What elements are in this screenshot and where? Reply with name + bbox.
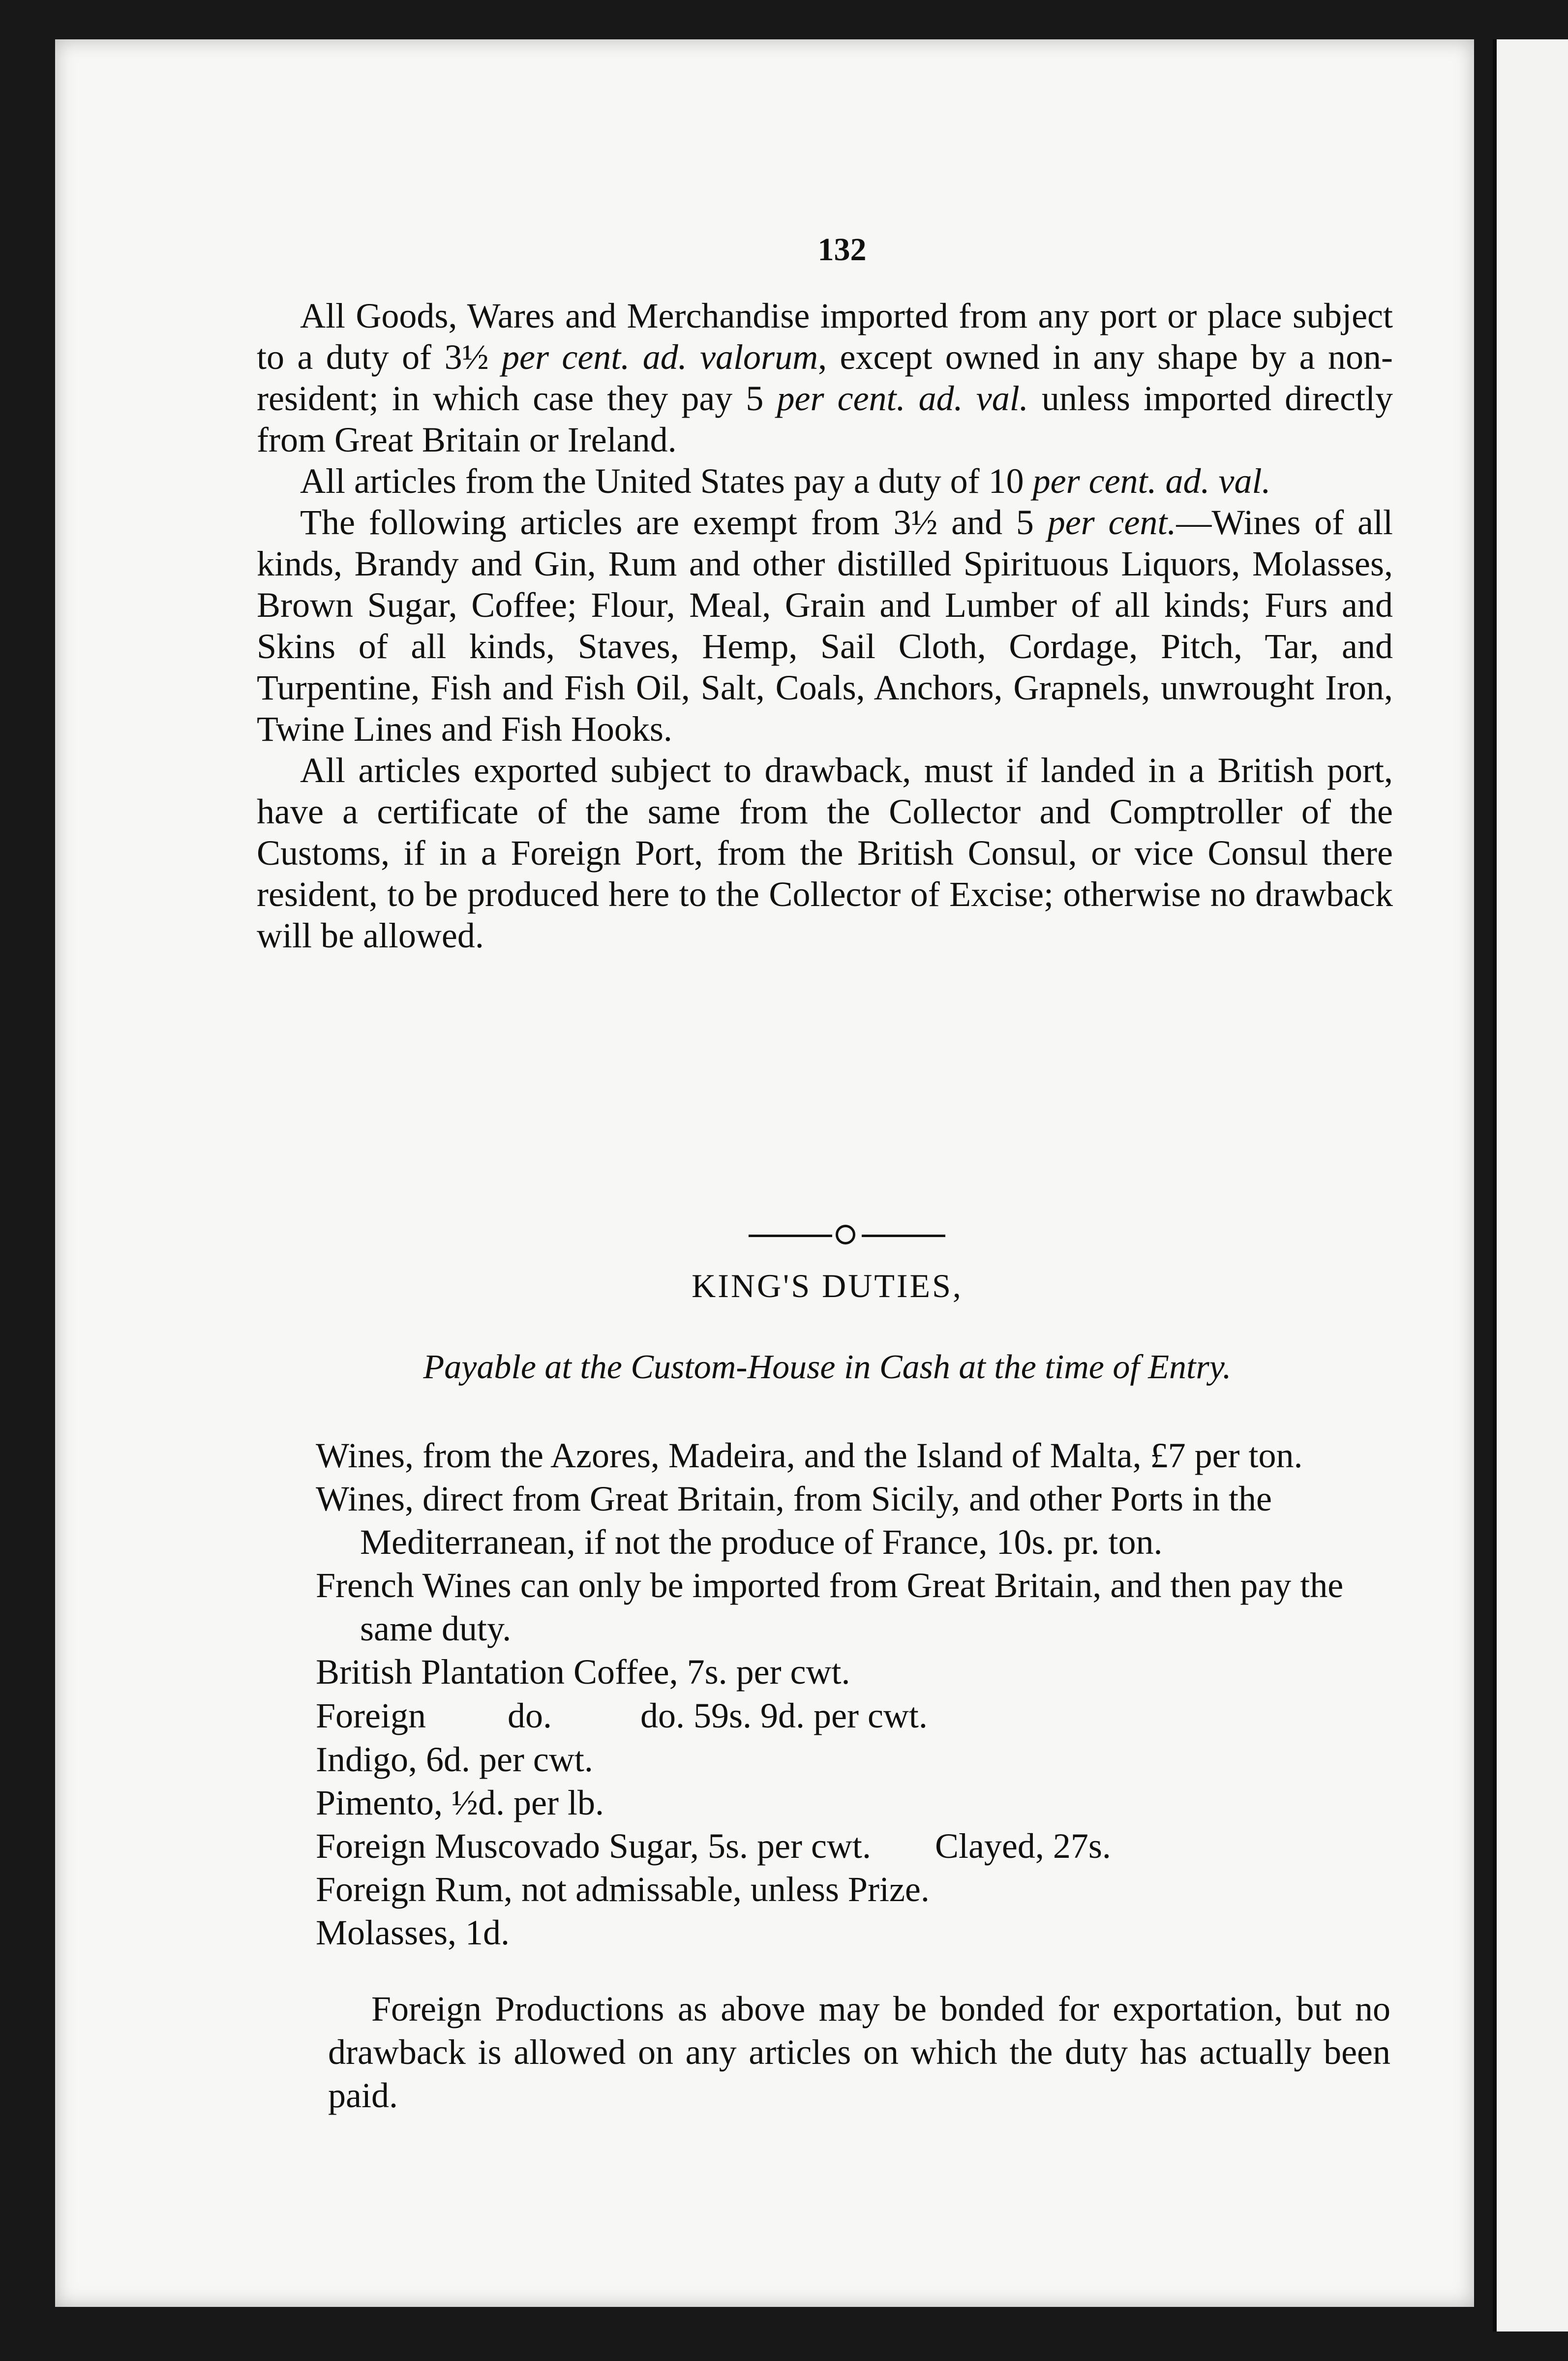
duty-clayed-sugar: Clayed, 27s. <box>935 1826 1111 1866</box>
intro-section <box>257 295 1393 956</box>
duty-indigo: Indigo, 6d. per cwt. <box>316 1740 593 1779</box>
paragraph-goods-duty: All Goods, Wares and Merchandise imported from any port or place subject to a duty of 3½ per cent. ad. valorum, except owned in any shape by a non-resident; in which case they pay 5 per cent. ad. val. unless imported directly from Great Britain or Ireland. <box>257 296 1393 459</box>
paragraph-united-states: All articles from the United States pay a duty of 10 per cent. ad. val. <box>300 461 1271 501</box>
closing-paragraph: Foreign Productions as above may be bonded for exportation, but no drawback is allowed on any articles on which the duty has actually been paid. <box>328 1989 1390 2115</box>
duty-wines-azores: Wines, from the Azores, Madeira, and the Island of Malta, £7 per ton. <box>316 1436 1303 1475</box>
section-subtitle: Payable at the Custom-House in Cash at the time of Entry. <box>423 1348 1232 1386</box>
duty-foreign-coffee: Foreign do. do. 59s. 9d. per cwt. <box>316 1696 928 1735</box>
duty-french-wines: French Wines can only be imported from Great Britain, and then pay the same duty. <box>316 1566 1344 1648</box>
page-number: 132 <box>817 232 867 268</box>
paragraph-exempt-articles: The following articles are exempt from 3½ and 5 per cent.—Wines of all kinds, Brandy and Gin, Rum and other distilled Spirituous Liquors, Molasses, Brown Sugar, Coffee; Flour, Meal, Grain and Lumber of all kinds; Furs and Skins of all kinds, Staves, Hemp, Sail Cloth, Cordage, Pitch, Tar, and Turpentine, Fish and Fish Oil, Salt, Coals, Anchors, Grapnels, unwrought Iron, Twine Lines and Fish Hooks. <box>257 503 1393 749</box>
duties-list <box>316 1434 1398 1954</box>
duty-pimento: Pimento, ½d. per lb. <box>316 1783 604 1822</box>
paragraph-drawback: All articles exported subject to drawback, must if landed in a British port, have a certificate of the same from the Collector and Comptroller of the Customs, if in a Foreign Port, from the British Consul, or vice Consul there resident, to be produced here to the Collector of Excise; otherwise no drawback will be allowed. <box>257 751 1393 955</box>
book-page <box>55 39 1474 2307</box>
duty-wines-great-britain: Wines, direct from Great Britain, from Sicily, and other Ports in the Mediterranean, if not the produce of France, 10s. pr. ton. <box>316 1479 1272 1562</box>
section-divider <box>734 1220 960 1249</box>
section-title: KING'S DUTIES, <box>692 1267 963 1304</box>
duty-molasses: Molasses, 1d. <box>316 1913 510 1952</box>
adjacent-page-edge <box>1493 39 1568 2331</box>
duty-foreign-rum: Foreign Rum, not admissable, unless Prize. <box>316 1870 930 1909</box>
duty-muscovado-sugar: Foreign Muscovado Sugar, 5s. per cwt. Clayed, 27s. <box>316 1826 1111 1866</box>
duty-british-coffee: British Plantation Coffee, 7s. per cwt. <box>316 1652 850 1692</box>
